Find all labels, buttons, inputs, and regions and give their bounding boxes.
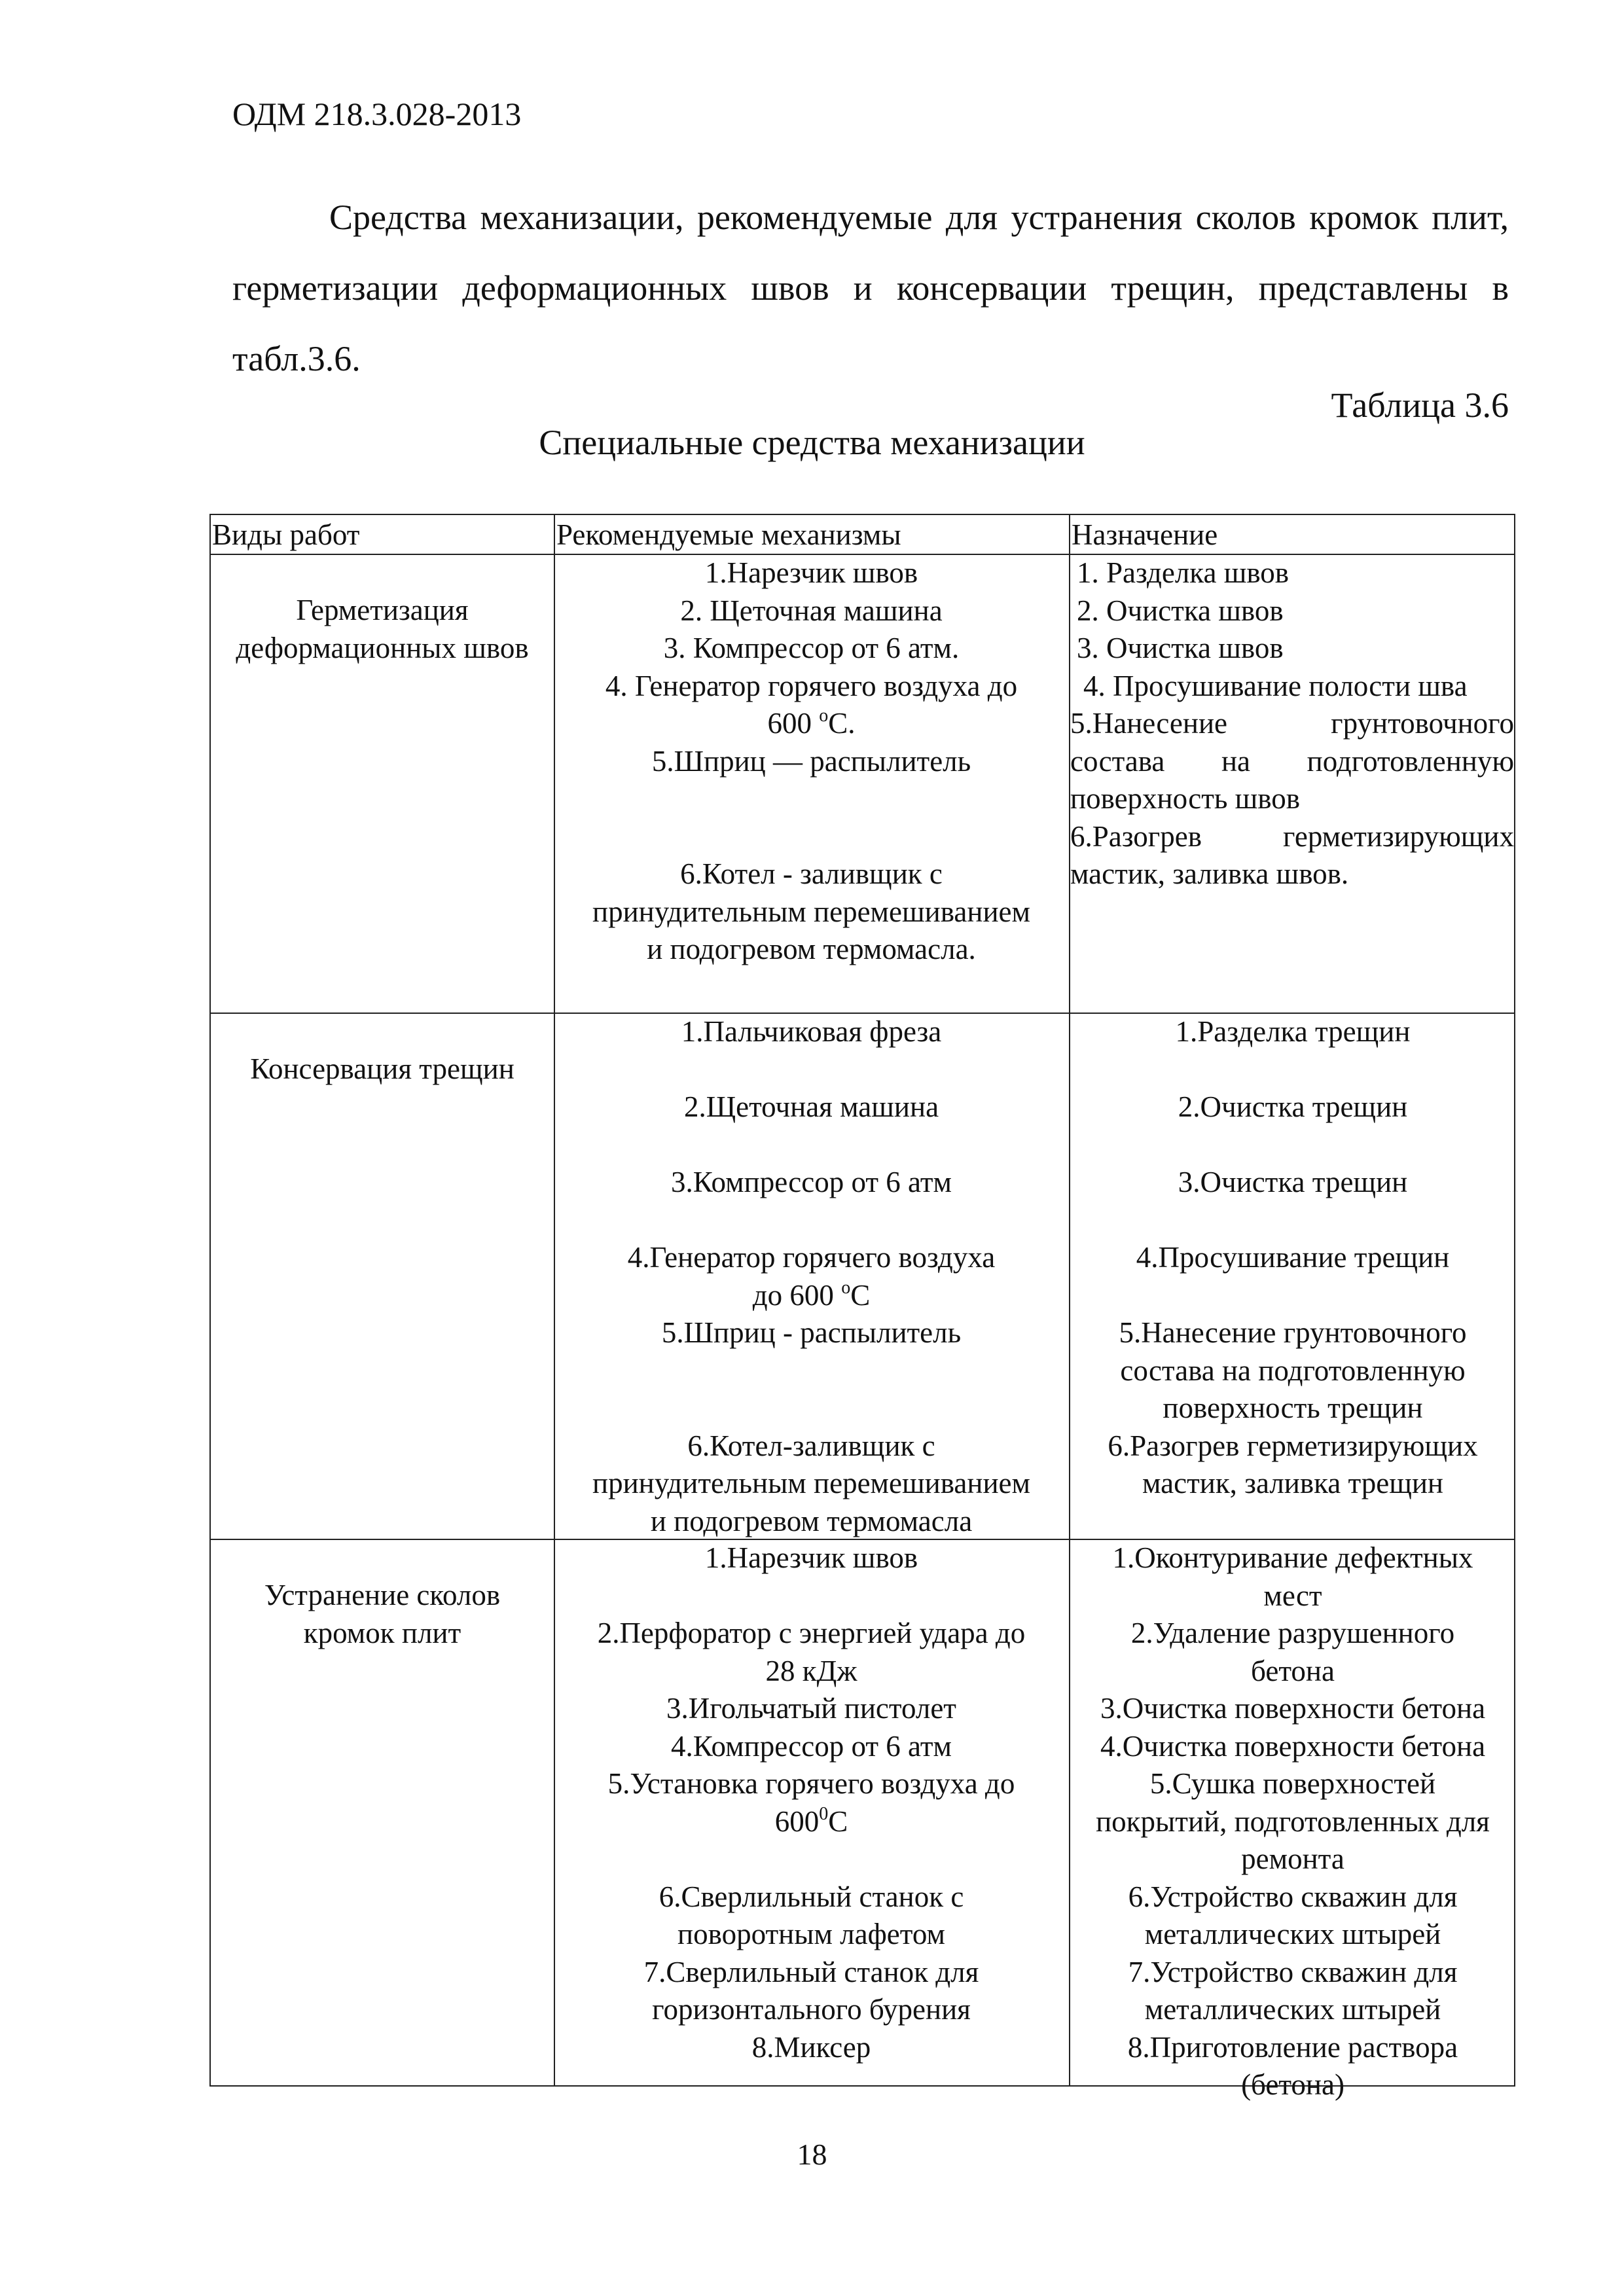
purpose-item: 8.Приготовление раствора [1127, 2030, 1458, 2064]
mechanism-item-continued: принудительным перемешиванием [592, 1467, 1030, 1499]
purpose-item-continued: мастик, заливка трещин [1142, 1467, 1444, 1499]
purpose-item: 6.Разогрев герметизирующих мастик, заливка швов. [1070, 819, 1514, 890]
purposes-cell [1070, 554, 1515, 893]
purpose-item-continued: покрытий, подготовленных для [1096, 1804, 1490, 1838]
mechanism-item: 1.Нарезчик швов [704, 556, 918, 589]
mechanism-item-continued: $600^0С$ [774, 1803, 848, 1838]
mechanisms-cell [554, 1013, 1069, 1540]
purpose-item-continued: металлических штырей [1144, 1918, 1441, 1950]
mechanism-item: 4.Компрессор от 6 атм [670, 1729, 952, 1763]
work-type-cell: Герметизация деформационных швов [236, 594, 529, 664]
purpose-item: 3. Очистка швов [1077, 632, 1284, 664]
mechanism-item: 3.Игольчатый пистолет [666, 1692, 956, 1725]
mechanism-item: 5.Шприц - распылитель [661, 1316, 962, 1349]
purpose-item: 3.Очистка трещин [1178, 1166, 1408, 1198]
mechanism-item: 1.Нарезчик швов [704, 1541, 918, 1574]
table-caption: Специальные средства механизации [539, 423, 1085, 462]
purpose-item: 6.Устройство скважин для [1128, 1880, 1458, 1913]
mechanism-item: 2.Перфоратор с энергией удара до [597, 1617, 1026, 1649]
purpose-item: 5.Нанесение грунтовочного состава на подготовленную поверхность швов [1070, 707, 1514, 815]
purpose-item: 1. Разделка швов [1077, 556, 1290, 589]
mechanism-item: 6.Котел - заливщик с [680, 857, 943, 890]
mechanisms-cell [554, 554, 1069, 969]
purpose-item-continued: ремонта [1241, 1842, 1344, 1875]
mechanism-item: 7.Сверлильный станок для [643, 1955, 979, 1988]
mechanism-item-continued: и подогревом термомасла [650, 1504, 973, 1537]
mechanization-table [209, 514, 1515, 2101]
purpose-item: 3.Очистка поверхности бетона [1100, 1692, 1486, 1725]
purpose-item-continued: поверхность трещин [1163, 1391, 1423, 1424]
work-type-cell: Консервация трещин [250, 1052, 514, 1085]
purpose-item-continued: бетона [1251, 1654, 1335, 1687]
purpose-item: 7.Устройство скважин для [1128, 1955, 1458, 1988]
purpose-item: 6.Разогрев герметизирующих [1108, 1429, 1478, 1462]
mechanism-item: 3.Компрессор от 6 атм [670, 1166, 952, 1198]
mechanism-item-continued: и подогревом термомасла. [647, 933, 976, 965]
work-type-cell: Устранение сколов кромок плит [264, 1579, 501, 1649]
table-number: Таблица 3.6 [1331, 386, 1509, 425]
mechanism-item: 4.Генератор горячего воздуха [627, 1241, 996, 1274]
table-header-mechanisms: Рекомендуемые механизмы [556, 518, 901, 551]
purpose-item-continued: мест [1263, 1579, 1322, 1612]
mechanism-item-continued: принудительным перемешиванием [592, 895, 1030, 928]
mechanism-item: 6.Сверлильный станок с [659, 1880, 964, 1913]
mechanism-item: 8.Миксер [751, 2030, 871, 2064]
mechanism-item: 2.Щеточная машина [683, 1090, 939, 1123]
mechanism-item-continued: поворотным лафетом [677, 1918, 945, 1950]
mechanism-item: 3. Компрессор от 6 атм. [663, 632, 960, 664]
purpose-item: 4.Просушивание трещин [1136, 1241, 1450, 1274]
mechanisms-cell [554, 1539, 1069, 2066]
mechanism-item: 6.Котел-заливщик с [687, 1429, 935, 1462]
purpose-item: 4. Просушивание полости шва [1083, 669, 1468, 702]
purpose-item-continued: состава на подготовленную [1120, 1354, 1466, 1387]
purpose-item-continued: (бетона) [1241, 2068, 1344, 2101]
mechanism-item-continued: 600 $^o$С. [767, 706, 856, 740]
purpose-item: 1.Разделка трещин [1175, 1015, 1411, 1048]
page-number: 18 [797, 2138, 827, 2171]
mechanism-item-continued: горизонтального бурения [652, 1993, 971, 2026]
purpose-item: 1.Оконтуривание дефектных [1112, 1541, 1473, 1574]
intro-paragraph: Средства механизации, рекомендуемые для устранения сколов кромок плит, герметизации деформационных швов и консервации трещин, представлены в табл.3.6. [232, 198, 1509, 378]
mechanism-item-continued: 28 кДж [765, 1654, 857, 1687]
mechanism-item: 1.Пальчиковая фреза [681, 1015, 942, 1048]
purpose-item: 4.Очистка поверхности бетона [1100, 1729, 1486, 1763]
table-header-work-type: Виды работ [212, 518, 360, 551]
purpose-item: 5.Сушка поверхностей [1149, 1767, 1436, 1800]
purpose-item: 2.Удаление разрушенного [1130, 1617, 1455, 1649]
purpose-item-continued: металлических штырей [1144, 1993, 1441, 2026]
mechanism-item: 4. Генератор горячего воздуха до [605, 669, 1018, 702]
mechanism-item: 5.Установка горячего воздуха до [607, 1767, 1015, 1800]
mechanism-item: 2. Щеточная машина [680, 594, 943, 627]
purpose-item: 2.Очистка трещин [1178, 1090, 1408, 1123]
mechanism-item: 5.Шприц — распылитель [651, 744, 971, 778]
purposes-cell [1069, 1539, 1517, 2104]
mechanism-item-continued: до 600 $^o$С [752, 1277, 871, 1312]
purposes-cell [1069, 1013, 1517, 1503]
table-header-purpose: Назначение [1072, 518, 1218, 551]
purpose-item: 5.Нанесение грунтовочного [1119, 1316, 1467, 1349]
document-code: ОДМ 218.3.028-2013 [232, 96, 522, 132]
purpose-item: 2. Очистка швов [1077, 594, 1284, 627]
